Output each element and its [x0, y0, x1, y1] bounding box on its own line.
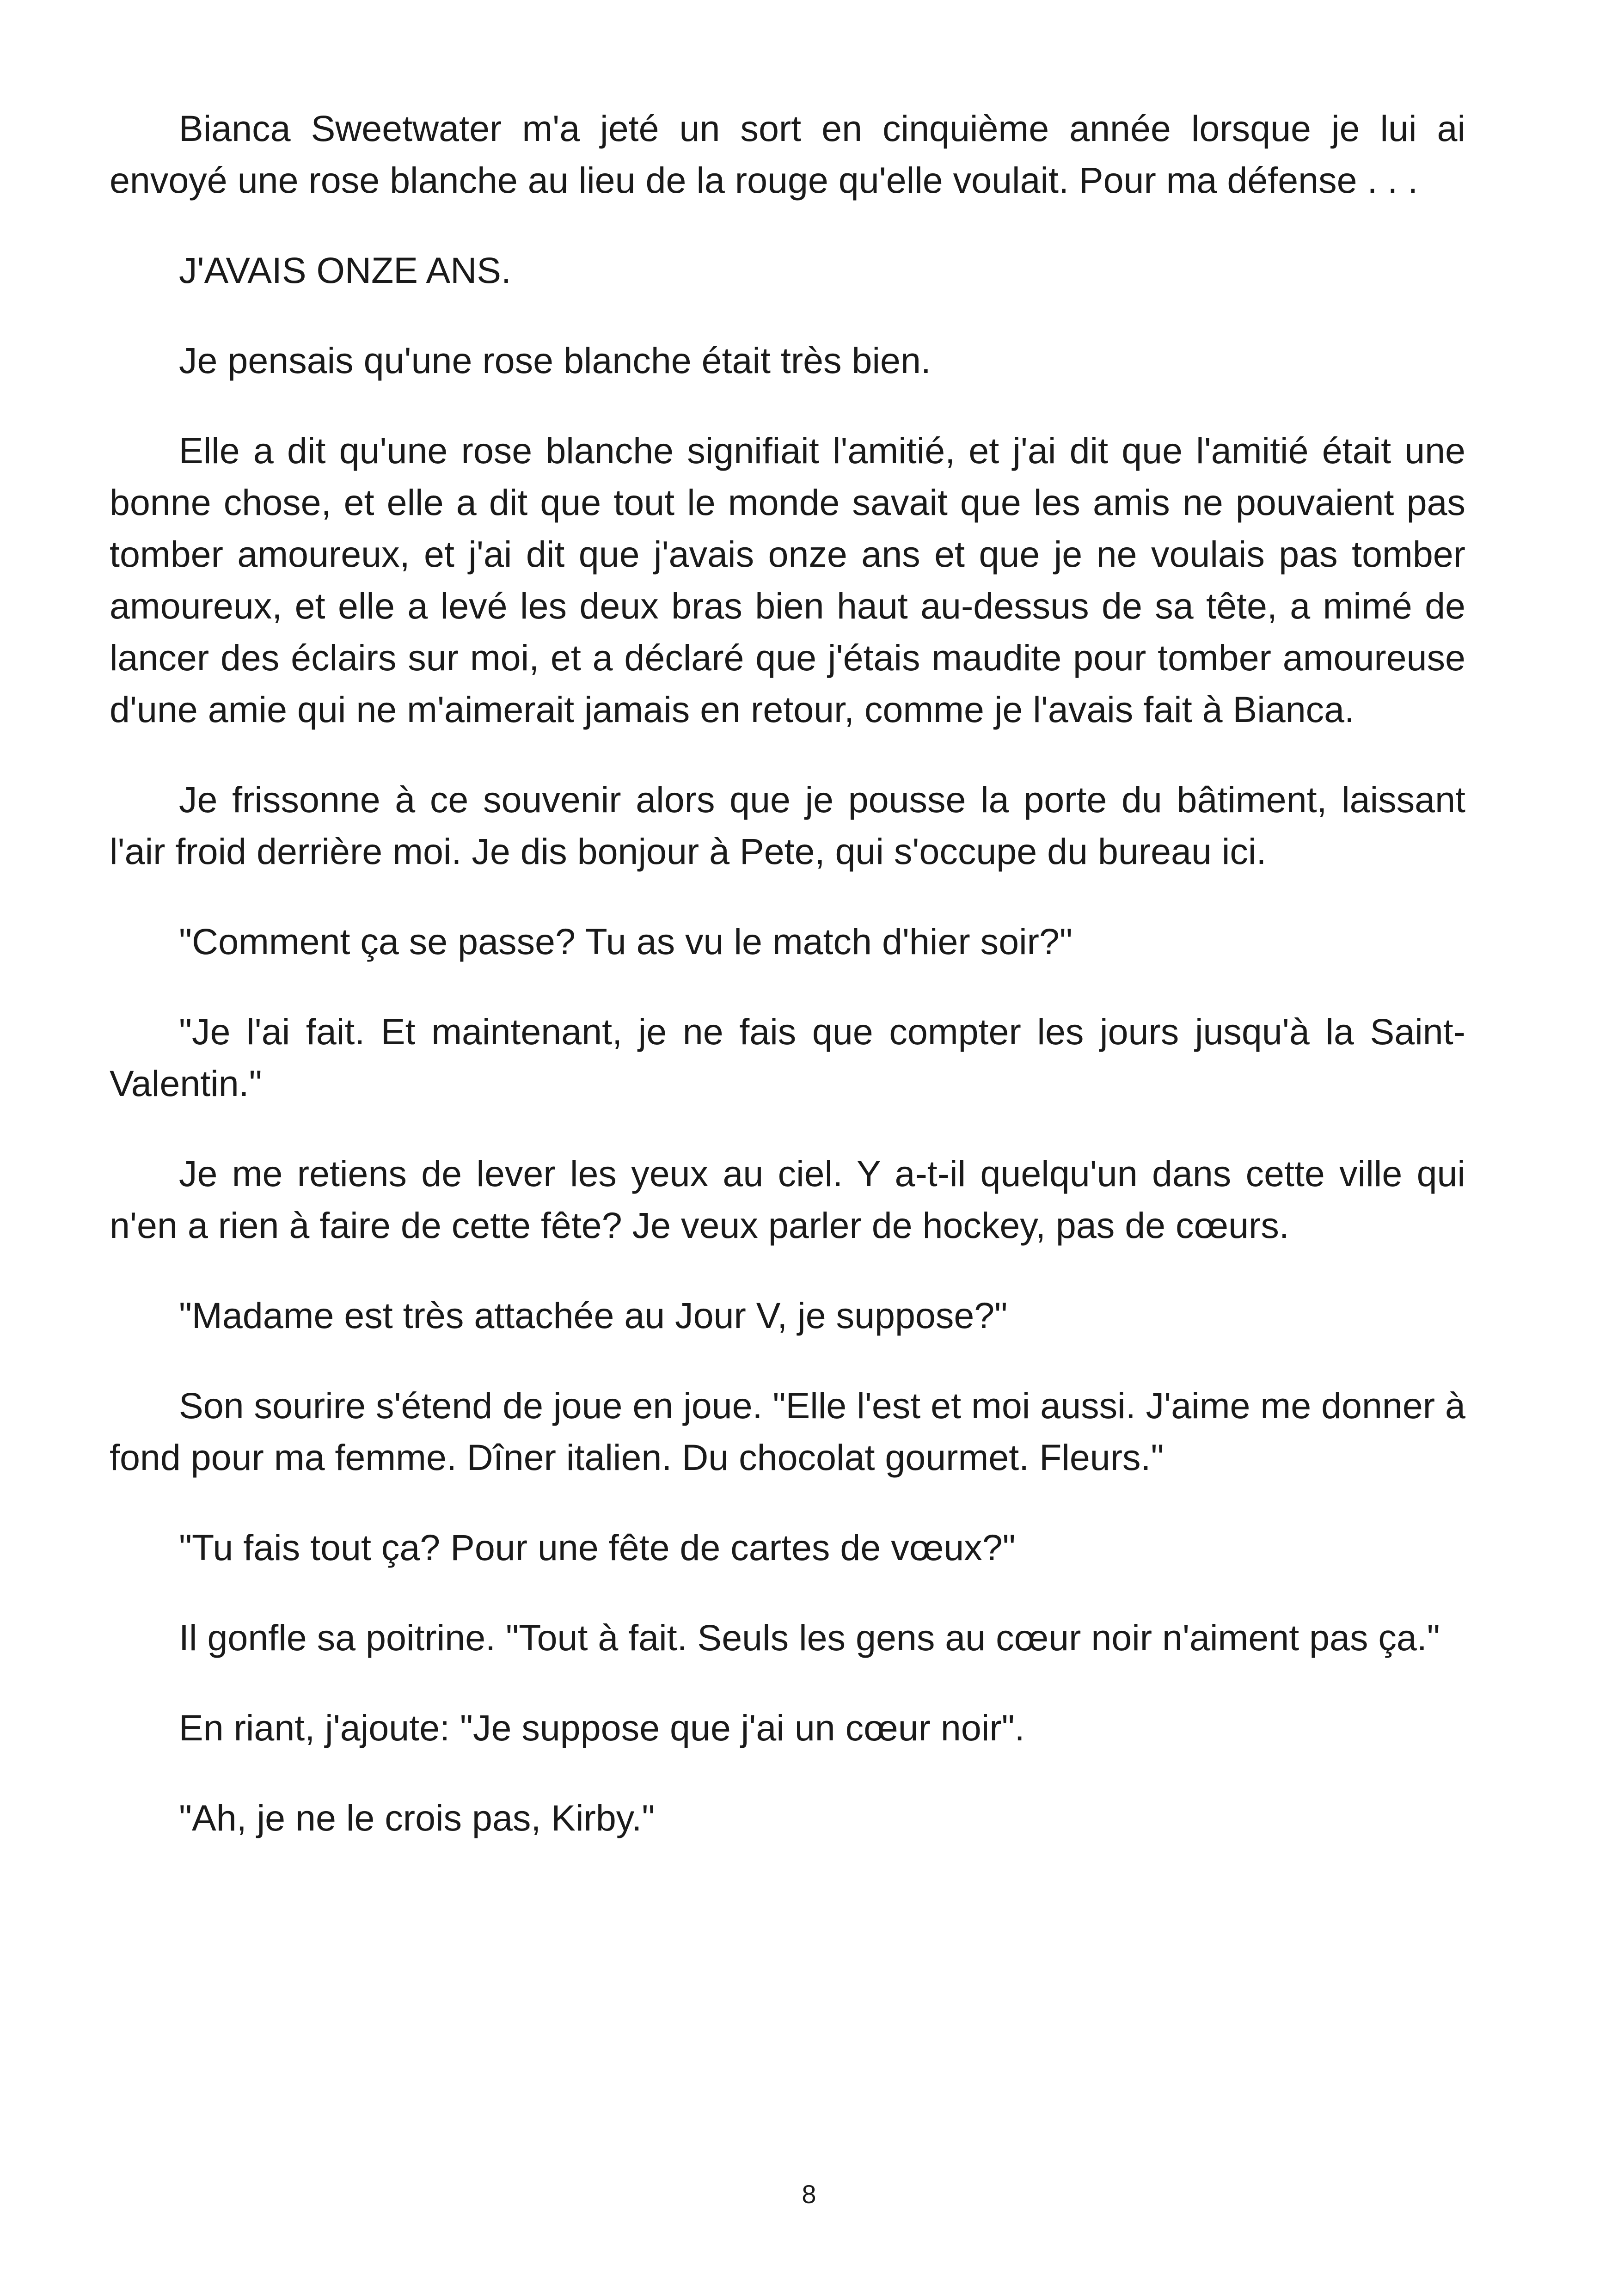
paragraph: Son sourire s'étend de joue en joue. "Elle l'est et moi aussi. J'aime me donner à fond pour ma femme. Dîner italien. Du chocolat gourmet. Fleurs." [110, 1385, 1465, 1478]
paragraph: "Ah, je ne le crois pas, Kirby." [179, 1797, 655, 1838]
paragraph: Il gonfle sa poitrine. "Tout à fait. Seuls les gens au cœur noir n'aiment pas ça." [179, 1617, 1440, 1658]
paragraph: "Madame est très attachée au Jour V, je suppose?" [179, 1295, 1008, 1336]
paragraph: "Je l'ai fait. Et maintenant, je ne fais que compter les jours jusqu'à la Saint-Valentin." [110, 1011, 1465, 1104]
paragraph: Je pensais qu'une rose blanche était très bien. [179, 340, 931, 381]
paragraph: Je me retiens de lever les yeux au ciel. Y a-t-il quelqu'un dans cette ville qui n'en a rien à faire de cette fête? Je veux parler de hockey, pas de cœurs. [110, 1153, 1465, 1246]
paragraph: Elle a dit qu'une rose blanche signifiait l'amitié, et j'ai dit que l'amitié était une bonne chose, et elle a dit que tout le monde savait que les amis ne pouvaient pas tomber amoureux, et j'ai dit que j'avais onze ans et que je ne voulais pas tomber amoureux, et elle a levé les deux bras bien haut au-dessus de sa tête, a mimé de lancer des éclairs sur moi, et a déclaré que j'étais maudite pour tomber amoureuse d'une amie qui ne m'aimerait jamais en retour, comme je l'avais fait à Bianca. [110, 430, 1465, 730]
page-number: 8 [802, 2180, 816, 2209]
paragraph: En riant, j'ajoute: "Je suppose que j'ai un cœur noir". [179, 1707, 1025, 1748]
paragraph: "Comment ça se passe? Tu as vu le match d'hier soir?" [179, 921, 1073, 962]
body-text [110, 103, 1465, 1882]
paragraph: J'AVAIS ONZE ANS. [179, 250, 511, 291]
paragraph: Bianca Sweetwater m'a jeté un sort en cinquième année lorsque je lui ai envoyé une rose blanche au lieu de la rouge qu'elle voulait. Pour ma défense . . . [110, 108, 1465, 201]
paragraph: "Tu fais tout ça? Pour une fête de cartes de vœux?" [179, 1527, 1016, 1568]
paragraph: Je frissonne à ce souvenir alors que je pousse la porte du bâtiment, laissant l'air froid derrière moi. Je dis bonjour à Pete, qui s'occupe du bureau ici. [110, 779, 1465, 872]
